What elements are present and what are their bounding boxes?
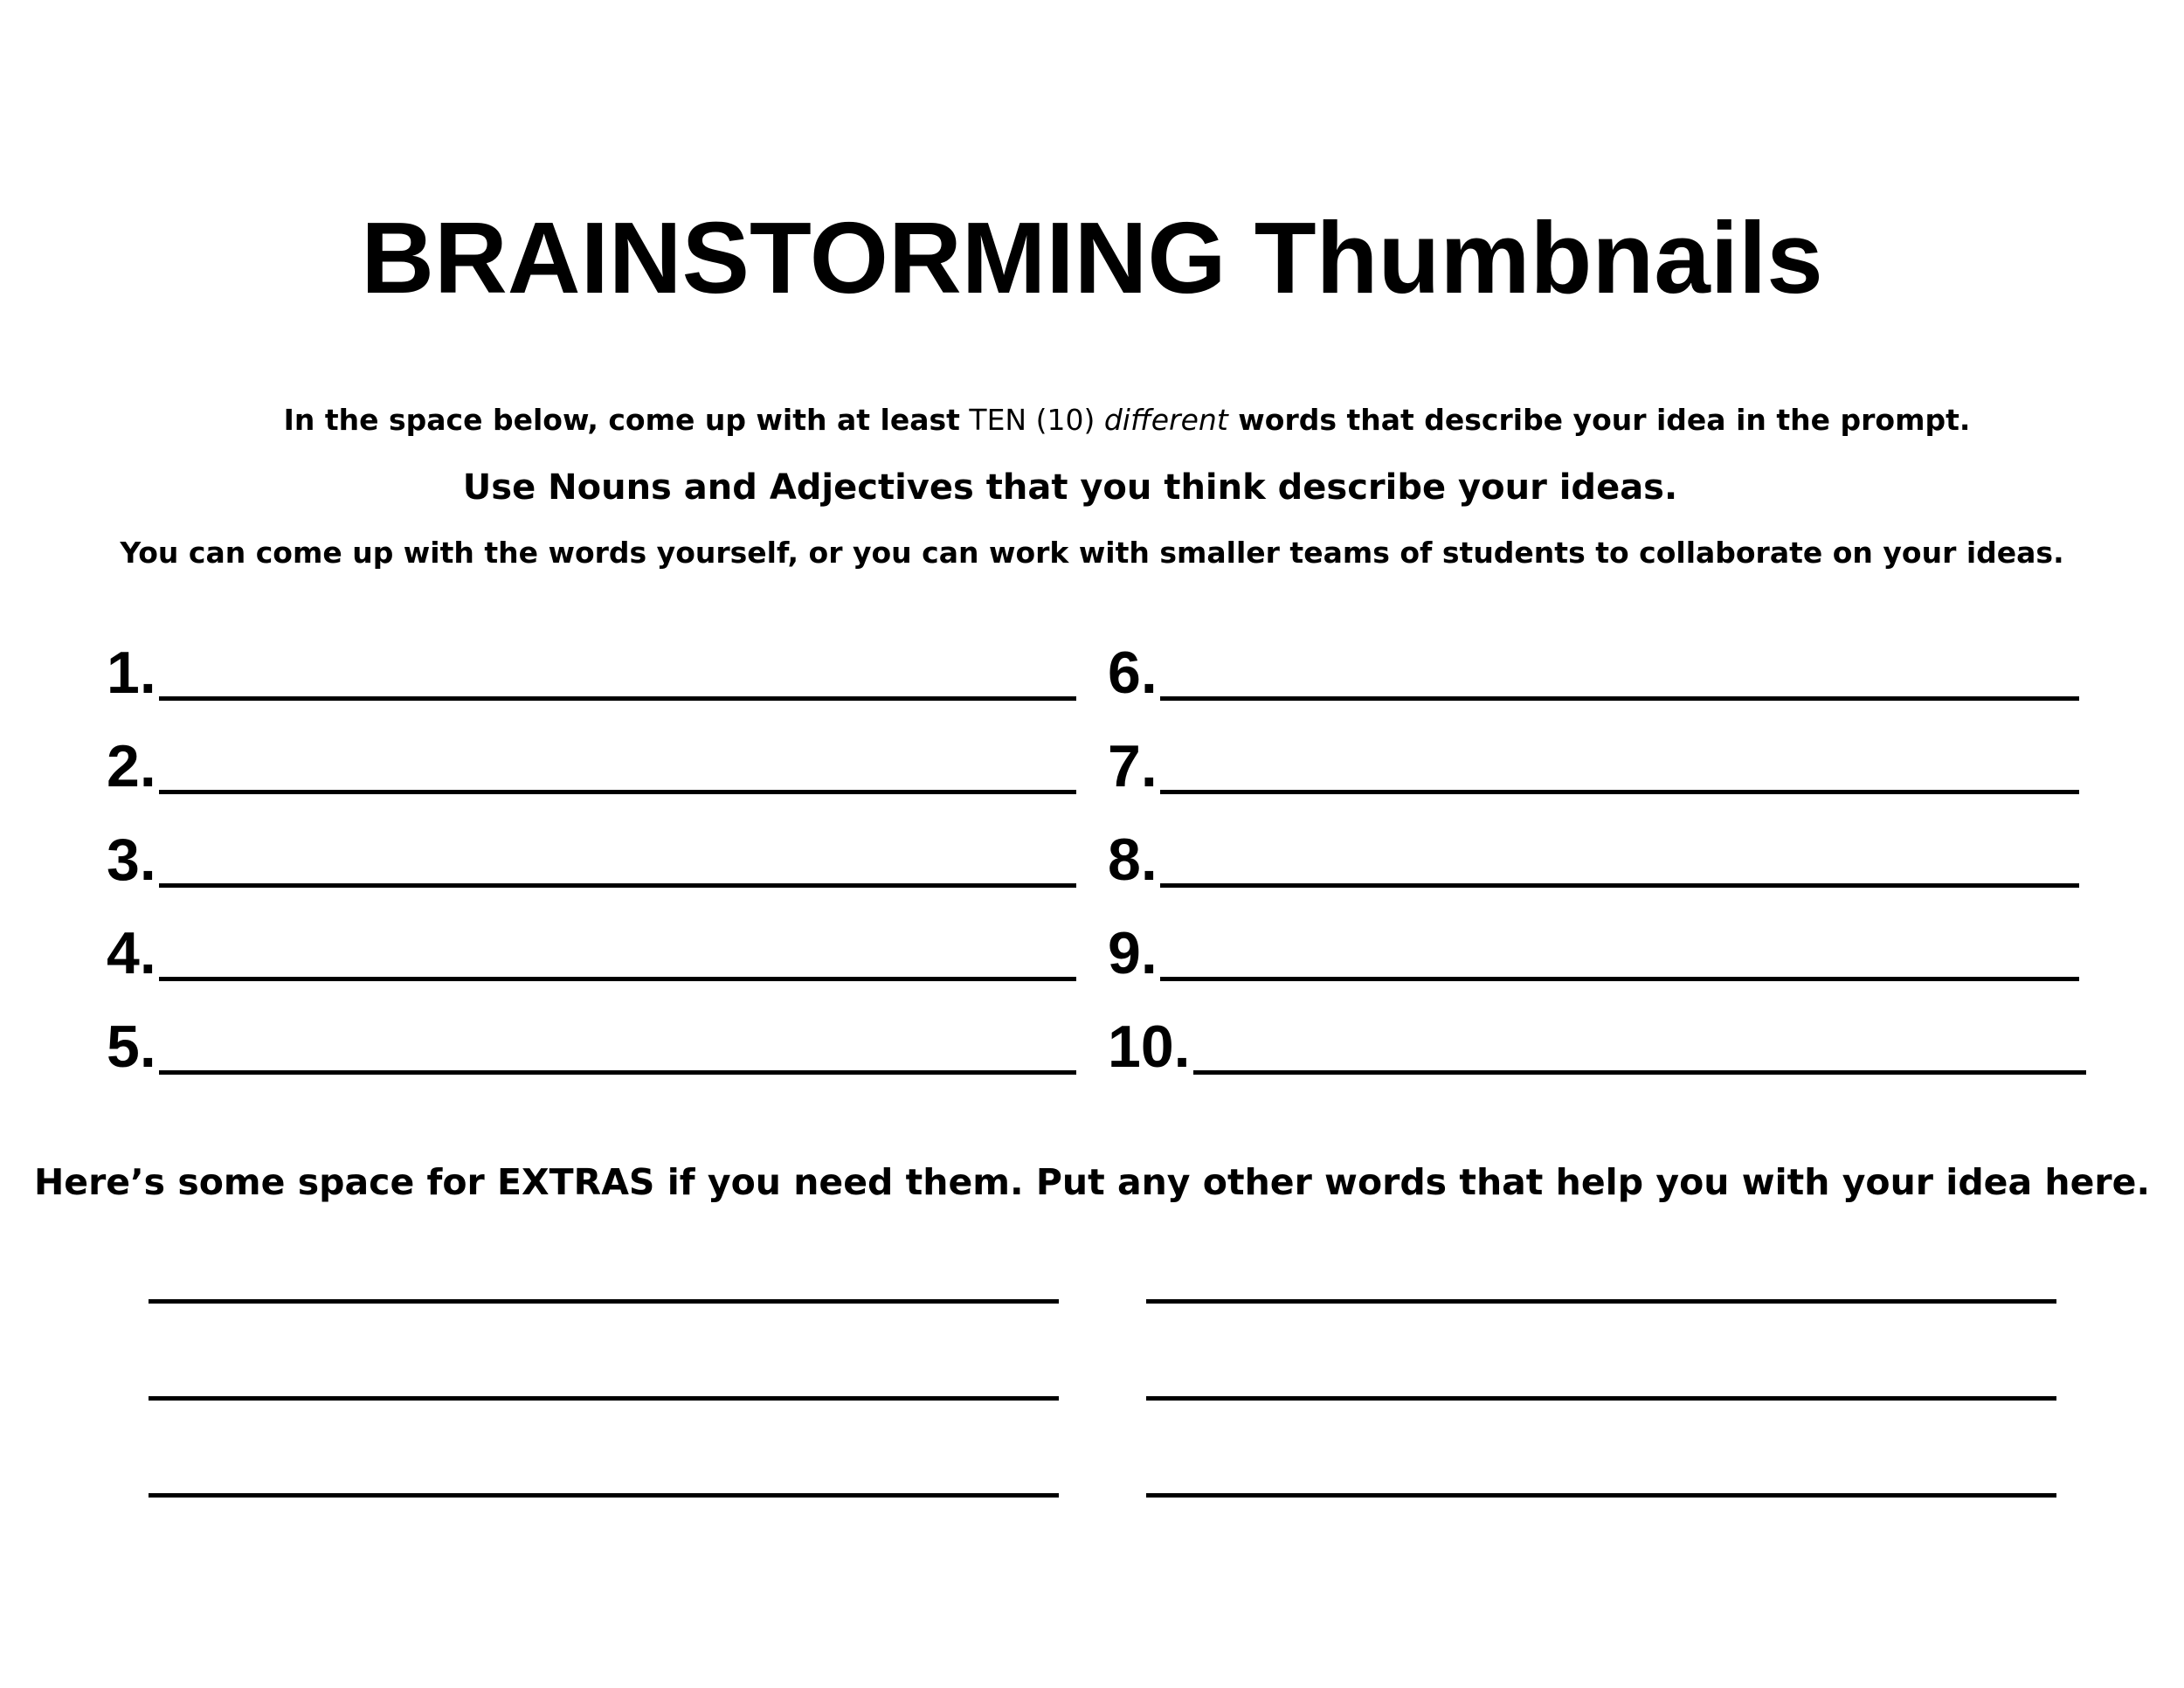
answer-line[interactable] (1160, 977, 2079, 981)
word-item-6 (1108, 638, 2079, 708)
word-item-9 (1108, 918, 2079, 988)
word-item-8 (1108, 825, 2079, 895)
answer-line[interactable] (159, 883, 1076, 888)
answer-line[interactable] (1160, 883, 2079, 888)
word-item-1 (107, 638, 1076, 708)
answer-line[interactable] (1193, 1070, 2086, 1075)
extra-line-left-2[interactable] (149, 1396, 1059, 1401)
extra-line-left-1[interactable] (149, 1299, 1059, 1304)
word-item-4 (107, 918, 1076, 988)
answer-line[interactable] (159, 790, 1076, 794)
item-number: 7. (1108, 733, 1158, 799)
instruction-1-emphasis: at least (837, 403, 960, 437)
extra-line-right-3[interactable] (1146, 1493, 2056, 1498)
instruction-1-part-1: In the space below, come up with (283, 403, 837, 437)
extras-part-1: Here’s some space for (33, 1161, 498, 1203)
item-number: 4. (107, 920, 156, 986)
instruction-line-2: Use Nouns and Adjectives that you think describe your ideas. (462, 467, 1678, 508)
item-number: 10. (1108, 1013, 1191, 1080)
instruction-line-3: You can come up with the words yourself, or you can work with smaller teams of students to collaborate on your ideas. (120, 536, 2064, 570)
extra-line-right-1[interactable] (1146, 1299, 2056, 1304)
word-item-3 (107, 825, 1076, 895)
extras-instruction (0, 1158, 2184, 1207)
item-number: 8. (1108, 827, 1158, 893)
item-number: 5. (107, 1013, 156, 1080)
extras-emphasis: EXTRAS (497, 1161, 655, 1203)
word-item-2 (107, 731, 1076, 801)
page-title: BRAINSTORMING Thumbnails (361, 201, 1823, 315)
instruction-1-part-2: TEN (10) (959, 403, 1104, 437)
word-item-7 (1108, 731, 2079, 801)
extra-line-right-2[interactable] (1146, 1396, 2056, 1401)
item-number: 2. (107, 733, 156, 799)
instruction-1-italic: different (1103, 403, 1228, 437)
word-item-5 (107, 1012, 1076, 1082)
item-number: 6. (1108, 640, 1158, 706)
extra-line-left-3[interactable] (149, 1493, 1059, 1498)
answer-line[interactable] (1160, 790, 2079, 794)
answer-line[interactable] (159, 1070, 1076, 1075)
answer-line[interactable] (159, 977, 1076, 981)
answer-line[interactable] (1160, 696, 2079, 701)
extras-part-2: if you need them. Put any other words that help you with your idea here. (654, 1161, 2151, 1203)
instruction-1-part-3: words that describe your idea in the prompt. (1227, 403, 1971, 437)
instruction-line-1 (0, 400, 2184, 440)
word-item-10 (1108, 1012, 2086, 1082)
item-number: 1. (107, 640, 156, 706)
answer-line[interactable] (159, 696, 1076, 701)
item-number: 9. (1108, 920, 1158, 986)
item-number: 3. (107, 827, 156, 893)
